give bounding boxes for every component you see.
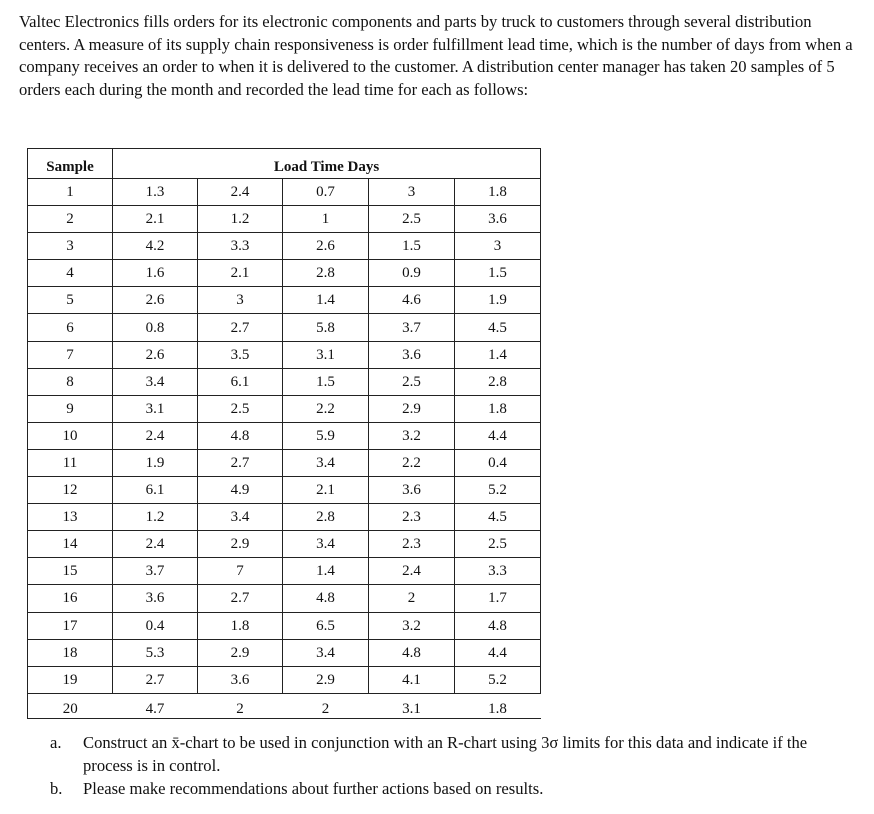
lead-time-cell: 4.7 bbox=[113, 693, 198, 718]
lead-time-cell: 1.8 bbox=[455, 179, 541, 206]
lead-time-cell: 1.6 bbox=[113, 260, 198, 287]
table-body bbox=[28, 179, 541, 719]
lead-time-cell: 3.1 bbox=[283, 341, 369, 368]
lead-time-cell: 1.3 bbox=[113, 179, 198, 206]
lead-time-cell: 2.5 bbox=[369, 368, 455, 395]
lead-time-cell: 1.9 bbox=[113, 449, 198, 476]
lead-time-cell: 2.1 bbox=[113, 206, 198, 233]
lead-time-cell: 3.4 bbox=[283, 449, 369, 476]
question-text: Please make recommendations about further actions based on results. bbox=[83, 779, 544, 798]
question-item bbox=[50, 731, 830, 777]
lead-time-cell: 5.9 bbox=[283, 422, 369, 449]
sample-number-cell: 8 bbox=[28, 368, 113, 395]
lead-time-cell: 3.2 bbox=[369, 422, 455, 449]
lead-time-cell: 2.8 bbox=[455, 368, 541, 395]
table-row bbox=[28, 585, 541, 612]
lead-time-cell: 5.3 bbox=[113, 639, 198, 666]
lead-time-cell: 2.2 bbox=[283, 395, 369, 422]
lead-time-cell: 3.4 bbox=[113, 368, 198, 395]
lead-time-cell: 4.8 bbox=[198, 422, 283, 449]
lead-time-cell: 3.6 bbox=[198, 666, 283, 693]
lead-time-cell: 2 bbox=[369, 585, 455, 612]
lead-time-cell: 1.5 bbox=[455, 260, 541, 287]
sample-number-cell: 4 bbox=[28, 260, 113, 287]
lead-time-cell: 3.7 bbox=[369, 314, 455, 341]
sample-number-cell: 17 bbox=[28, 612, 113, 639]
sample-number-cell: 12 bbox=[28, 477, 113, 504]
table-row bbox=[28, 693, 541, 718]
lead-time-cell: 1.5 bbox=[283, 368, 369, 395]
intro-paragraph: Valtec Electronics fills orders for its electronic components and parts by truck to customers through several distribution centers. A measure of its supply chain responsiveness is order fulfillment lead time, which is the number of days from when a company receives an order to when it is delivered to the customer. A distribution center manager has taken 20 samples of 5 orders each during the month and recorded the lead time for each as follows: bbox=[19, 12, 853, 99]
lead-time-cell: 2.6 bbox=[283, 233, 369, 260]
lead-time-cell: 5.2 bbox=[455, 666, 541, 693]
lead-time-cell: 2.1 bbox=[283, 477, 369, 504]
lead-time-cell: 0.4 bbox=[455, 449, 541, 476]
table-row bbox=[28, 666, 541, 693]
sample-number-cell: 18 bbox=[28, 639, 113, 666]
lead-time-cell: 4.9 bbox=[198, 477, 283, 504]
sample-number-cell: 7 bbox=[28, 341, 113, 368]
table-row bbox=[28, 260, 541, 287]
table-row bbox=[28, 422, 541, 449]
lead-time-cell: 2.5 bbox=[455, 531, 541, 558]
lead-time-cell: 3 bbox=[455, 233, 541, 260]
table-row bbox=[28, 314, 541, 341]
lead-time-cell: 2.7 bbox=[113, 666, 198, 693]
sample-number-cell: 15 bbox=[28, 558, 113, 585]
question-text: Construct an x̄-chart to be used in conjunction with an R-chart using 3σ limits for this data and indicate if the process is in control. bbox=[83, 733, 808, 775]
lead-time-cell: 2.9 bbox=[283, 666, 369, 693]
lead-time-cell: 3.4 bbox=[283, 639, 369, 666]
question-marker: a. bbox=[50, 733, 62, 752]
lead-time-cell: 6.1 bbox=[113, 477, 198, 504]
lead-time-cell: 1.2 bbox=[198, 206, 283, 233]
lead-time-cell: 2.3 bbox=[369, 531, 455, 558]
sample-number-cell: 11 bbox=[28, 449, 113, 476]
lead-time-cell: 0.8 bbox=[113, 314, 198, 341]
lead-time-cell: 3.3 bbox=[455, 558, 541, 585]
sample-number-cell: 10 bbox=[28, 422, 113, 449]
lead-time-cell: 4.1 bbox=[369, 666, 455, 693]
sample-number-cell: 20 bbox=[28, 693, 113, 718]
lead-time-cell: 2.7 bbox=[198, 449, 283, 476]
lead-time-cell: 1.4 bbox=[283, 287, 369, 314]
lead-time-cell: 2.7 bbox=[198, 314, 283, 341]
table-header-row bbox=[28, 149, 541, 179]
lead-time-cell: 2.4 bbox=[113, 531, 198, 558]
lead-time-cell: 2.9 bbox=[198, 639, 283, 666]
lead-time-cell: 2 bbox=[198, 693, 283, 718]
sample-column-header: Sample bbox=[28, 149, 113, 179]
lead-time-cell: 7 bbox=[198, 558, 283, 585]
lead-time-cell: 2.6 bbox=[113, 341, 198, 368]
sample-number-cell: 14 bbox=[28, 531, 113, 558]
lead-time-cell: 6.5 bbox=[283, 612, 369, 639]
lead-time-cell: 3.2 bbox=[369, 612, 455, 639]
lead-time-cell: 3.7 bbox=[113, 558, 198, 585]
sample-number-cell: 1 bbox=[28, 179, 113, 206]
table-row bbox=[28, 531, 541, 558]
sample-number-cell: 6 bbox=[28, 314, 113, 341]
lead-time-cell: 0.7 bbox=[283, 179, 369, 206]
sample-number-cell: 3 bbox=[28, 233, 113, 260]
lead-time-cell: 6.1 bbox=[198, 368, 283, 395]
lead-time-cell: 1.9 bbox=[455, 287, 541, 314]
lead-time-cell: 3 bbox=[198, 287, 283, 314]
lead-time-cell: 1.8 bbox=[455, 693, 541, 718]
lead-time-cell: 3.1 bbox=[369, 693, 455, 718]
lead-time-cell: 2.6 bbox=[113, 287, 198, 314]
lead-time-cell: 3.6 bbox=[369, 477, 455, 504]
lead-time-cell: 3 bbox=[369, 179, 455, 206]
lead-time-cell: 3.4 bbox=[198, 504, 283, 531]
lead-time-cell: 2.8 bbox=[283, 260, 369, 287]
lead-time-cell: 3.6 bbox=[455, 206, 541, 233]
table-row bbox=[28, 206, 541, 233]
table-row bbox=[28, 449, 541, 476]
table-row bbox=[28, 233, 541, 260]
lead-time-cell: 4.4 bbox=[455, 422, 541, 449]
lead-time-cell: 4.8 bbox=[455, 612, 541, 639]
lead-time-cell: 2.2 bbox=[369, 449, 455, 476]
lead-time-cell: 3.4 bbox=[283, 531, 369, 558]
lead-time-cell: 2.1 bbox=[198, 260, 283, 287]
lead-time-cell: 3.5 bbox=[198, 341, 283, 368]
lead-time-cell: 1.8 bbox=[198, 612, 283, 639]
lead-time-cell: 4.2 bbox=[113, 233, 198, 260]
question-list bbox=[50, 731, 830, 800]
lead-time-cell: 2.5 bbox=[369, 206, 455, 233]
table-row bbox=[28, 504, 541, 531]
lead-time-cell: 4.4 bbox=[455, 639, 541, 666]
table-row bbox=[28, 341, 541, 368]
lead-time-column-header: Load Time Days bbox=[113, 149, 541, 179]
lead-time-cell: 2 bbox=[283, 693, 369, 718]
table-row bbox=[28, 612, 541, 639]
table-row bbox=[28, 558, 541, 585]
sample-number-cell: 5 bbox=[28, 287, 113, 314]
lead-time-cell: 4.8 bbox=[369, 639, 455, 666]
table-row bbox=[28, 477, 541, 504]
lead-time-cell: 1.8 bbox=[455, 395, 541, 422]
question-item bbox=[50, 777, 830, 800]
lead-time-cell: 3.1 bbox=[113, 395, 198, 422]
table-row bbox=[28, 287, 541, 314]
lead-time-cell: 0.9 bbox=[369, 260, 455, 287]
lead-time-cell: 1.7 bbox=[455, 585, 541, 612]
sample-number-cell: 13 bbox=[28, 504, 113, 531]
lead-time-cell: 2.7 bbox=[198, 585, 283, 612]
table-row bbox=[28, 368, 541, 395]
sample-number-cell: 19 bbox=[28, 666, 113, 693]
lead-time-cell: 1.4 bbox=[283, 558, 369, 585]
lead-time-cell: 2.5 bbox=[198, 395, 283, 422]
question-marker: b. bbox=[50, 779, 63, 798]
lead-time-cell: 4.8 bbox=[283, 585, 369, 612]
lead-time-cell: 5.2 bbox=[455, 477, 541, 504]
lead-time-cell: 2.3 bbox=[369, 504, 455, 531]
lead-time-cell: 3.6 bbox=[369, 341, 455, 368]
lead-time-cell: 1 bbox=[283, 206, 369, 233]
table-row bbox=[28, 179, 541, 206]
lead-time-cell: 4.5 bbox=[455, 314, 541, 341]
lead-time-cell: 1.4 bbox=[455, 341, 541, 368]
lead-time-cell: 0.4 bbox=[113, 612, 198, 639]
lead-time-table bbox=[27, 148, 541, 719]
lead-time-cell: 2.9 bbox=[369, 395, 455, 422]
sample-number-cell: 16 bbox=[28, 585, 113, 612]
lead-time-cell: 2.4 bbox=[369, 558, 455, 585]
lead-time-cell: 2.9 bbox=[198, 531, 283, 558]
lead-time-cell: 3.6 bbox=[113, 585, 198, 612]
lead-time-cell: 3.3 bbox=[198, 233, 283, 260]
table-row bbox=[28, 395, 541, 422]
sample-number-cell: 2 bbox=[28, 206, 113, 233]
lead-time-cell: 2.4 bbox=[113, 422, 198, 449]
lead-time-cell: 1.2 bbox=[113, 504, 198, 531]
lead-time-cell: 4.5 bbox=[455, 504, 541, 531]
lead-time-cell: 1.5 bbox=[369, 233, 455, 260]
lead-time-cell: 2.4 bbox=[198, 179, 283, 206]
lead-time-cell: 2.8 bbox=[283, 504, 369, 531]
lead-time-cell: 4.6 bbox=[369, 287, 455, 314]
table-row bbox=[28, 639, 541, 666]
sample-number-cell: 9 bbox=[28, 395, 113, 422]
lead-time-cell: 5.8 bbox=[283, 314, 369, 341]
